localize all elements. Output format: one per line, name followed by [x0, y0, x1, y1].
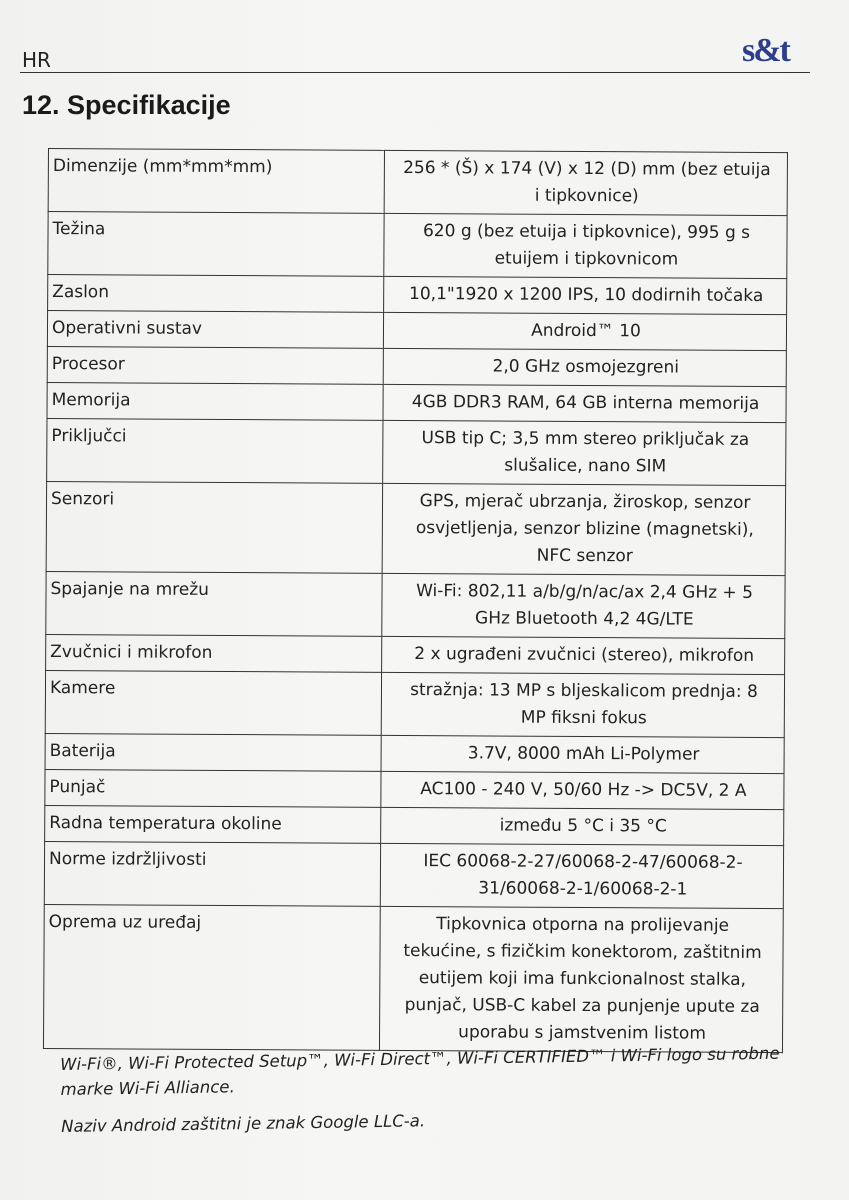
header-divider — [20, 72, 810, 73]
table-row — [45, 805, 784, 845]
spec-value: 256 * (Š) x 174 (V) x 12 (D) mm (bez etuija i tipkovnice) — [384, 150, 787, 215]
spec-label: Senzori — [46, 481, 382, 573]
table-row — [45, 670, 784, 737]
spec-value: 2,0 GHz osmojezgreni — [383, 348, 786, 386]
spec-label: Radna temperatura okoline — [45, 805, 381, 843]
spec-label: Spajanje na mrežu — [46, 571, 382, 636]
table-row — [44, 841, 783, 908]
spec-value: između 5 °C i 35 °C — [381, 807, 784, 845]
spec-label: Punjač — [45, 769, 381, 807]
table-row — [46, 634, 785, 674]
spec-label: Procesor — [47, 346, 383, 384]
spec-label: Priključci — [47, 418, 383, 483]
spec-value: GPS, mjerač ubrzanja, žiroskop, senzor osvjetljenja, senzor blizine (magnetski), NFC senzor — [382, 483, 785, 575]
section-title: 12. Specifikacije — [22, 90, 231, 120]
spec-label: Operativni sustav — [47, 311, 383, 349]
brand-logo: s&t — [742, 32, 789, 69]
spec-value: 3.7V, 8000 mAh Li-Polymer — [381, 735, 784, 773]
spec-label: Memorija — [47, 382, 383, 420]
table-row — [47, 346, 786, 386]
spec-value: stražnja: 13 MP s bljeskalicom prednja: 8 MP fiksni fokus — [381, 672, 784, 737]
table-row — [47, 382, 786, 422]
spec-label: Norme izdržljivosti — [44, 841, 380, 906]
spec-value: Android™ 10 — [383, 312, 786, 350]
table-row — [48, 212, 787, 279]
spec-label: Kamere — [45, 670, 381, 735]
table-row — [45, 769, 784, 809]
spec-value: IEC 60068-2-27/60068-2-47/60068-2-31/60068-2-1/60068-2-1 — [380, 843, 783, 908]
table-row — [48, 149, 787, 216]
table-row — [47, 418, 786, 485]
spec-value: AC100 - 240 V, 50/60 Hz -> DC5V, 2 A — [381, 771, 784, 809]
table-row — [48, 275, 787, 315]
language-code: HR — [22, 48, 51, 72]
table-row — [43, 904, 783, 1052]
spec-label: Težina — [48, 212, 384, 277]
spec-label: Dimenzije (mm*mm*mm) — [48, 149, 384, 214]
table-row — [47, 311, 786, 351]
spec-value: USB tip C; 3,5 mm stereo priključak za slušalice, nano SIM — [383, 420, 786, 485]
spec-table — [43, 148, 788, 1053]
footer-notes — [60, 1040, 821, 1151]
spec-value: 2 x ugrađeni zvučnici (stereo), mikrofon — [382, 636, 785, 674]
android-note: Naziv Android zaštitni je znak Google LLC-a. — [61, 1111, 426, 1136]
spec-label: Baterija — [45, 733, 381, 771]
table-row — [46, 571, 785, 638]
spec-label: Zaslon — [48, 275, 384, 313]
spec-value: Tipkovnica otporna na prolijevanje tekućine, s fizičkim konektorom, zaštitnim eutijem koji ima funkcionalnost stalka, punjač, USB-C kabel za punjenje upute za uporabu s jamstvenim listom — [379, 906, 783, 1052]
trademark-note: Wi-Fi®, Wi-Fi Protected Setup™, Wi-Fi Direct™, Wi-Fi CERTIFIED™ i Wi-Fi logo su robne marke Wi-Fi Alliance. — [60, 1043, 780, 1099]
spec-value: 620 g (bez etuija i tipkovnice), 995 g s etuijem i tipkovnicom — [384, 213, 787, 278]
spec-value: Wi-Fi: 802,11 a/b/g/n/ac/ax 2,4 GHz + 5 GHz Bluetooth 4,2 4G/LTE — [382, 573, 785, 638]
spec-value: 10,1"1920 x 1200 IPS, 10 dodirnih točaka — [384, 276, 787, 314]
spec-value: 4GB DDR3 RAM, 64 GB interna memorija — [383, 384, 786, 422]
spec-label: Oprema uz uređaj — [43, 904, 380, 1050]
table-row — [45, 733, 784, 773]
table-row — [46, 481, 785, 575]
spec-label: Zvučnici i mikrofon — [46, 634, 382, 672]
